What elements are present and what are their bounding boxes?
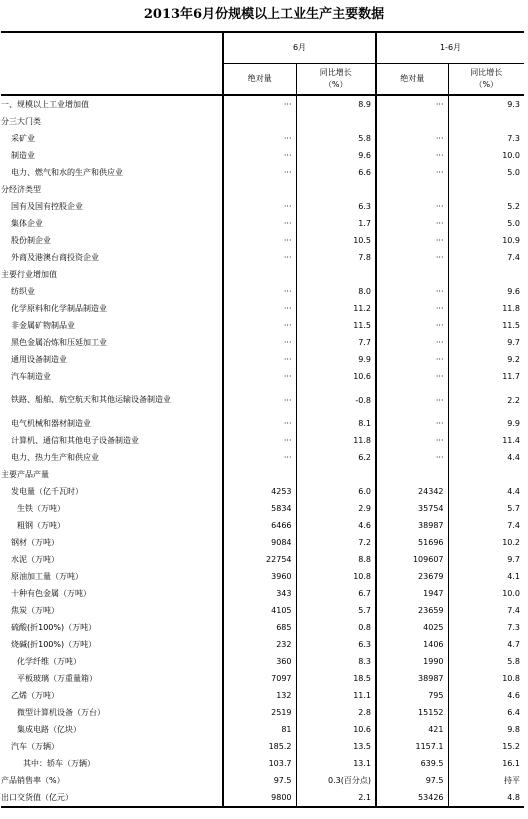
row-label: 钢材（万吨）: [11, 538, 59, 547]
header-row-columns: [1, 64, 524, 96]
row-label: 平板玻璃（万重量箱）: [17, 674, 97, 683]
cell-abs-jan-jun: 639.5: [376, 755, 448, 772]
table-row: [1, 517, 524, 534]
cell-abs-jan-jun: 24342: [376, 483, 448, 500]
cell-growth-jan-jun: 10.2: [448, 534, 524, 551]
row-label: 出口交货值（亿元）: [1, 789, 223, 807]
cell-abs-jan-jun: 53426: [376, 789, 448, 807]
cell-abs-june: 5834: [223, 500, 296, 517]
cell-abs-jan-jun: [376, 466, 448, 483]
cell-growth-jan-jun: 5.0: [448, 215, 524, 232]
cell-abs-jan-jun: 23679: [376, 568, 448, 585]
table-row: [1, 483, 524, 500]
cell-growth-june: 2.1: [296, 789, 376, 807]
cell-growth-june: 11.5: [296, 317, 376, 334]
cell-growth-june: 6.0: [296, 483, 376, 500]
cell-growth-june: 13.5: [296, 738, 376, 755]
cell-abs-june: 97.5: [223, 772, 296, 789]
cell-abs-june: 232: [223, 636, 296, 653]
row-label: 化学原料和化学制品制造业: [11, 304, 107, 313]
cell-growth-jan-jun: [448, 466, 524, 483]
cell-growth-jan-jun: 16.1: [448, 755, 524, 772]
table-row: [1, 466, 524, 483]
cell-abs-jan-jun: ···: [376, 368, 448, 385]
cell-growth-june: 13.1: [296, 755, 376, 772]
cell-abs-june: ···: [223, 300, 296, 317]
cell-growth-jan-jun: 9.7: [448, 551, 524, 568]
header-growth-june: 同比增长 （%）: [296, 64, 376, 96]
cell-growth-jan-jun: 7.4: [448, 602, 524, 619]
cell-growth-june: 6.3: [296, 636, 376, 653]
cell-growth-june: 8.1: [296, 415, 376, 432]
row-label: 黑色金属冶炼和压延加工业: [11, 338, 107, 347]
cell-abs-june: ···: [223, 232, 296, 249]
cell-growth-jan-jun: [448, 113, 524, 130]
cell-growth-june: 0.3(百分点): [296, 772, 376, 789]
cell-growth-june: 8.3: [296, 653, 376, 670]
row-label: 电力、燃气和水的生产和供应业: [11, 168, 123, 177]
cell-growth-june: 18.5: [296, 670, 376, 687]
table-row: [1, 704, 524, 721]
table-row: [1, 232, 524, 249]
table-row: [1, 368, 524, 385]
cell-growth-jan-jun: 9.3: [448, 95, 524, 113]
cell-abs-jan-jun: ···: [376, 198, 448, 215]
cell-growth-june: 4.6: [296, 517, 376, 534]
table-row: [1, 95, 524, 113]
cell-abs-june: ···: [223, 249, 296, 266]
cell-abs-jan-jun: 38987: [376, 517, 448, 534]
header-period-jan-jun: 1-6月: [376, 32, 524, 64]
cell-abs-june: 6466: [223, 517, 296, 534]
cell-abs-june: 360: [223, 653, 296, 670]
cell-growth-june: 2.8: [296, 704, 376, 721]
cell-growth-jan-jun: 4.4: [448, 449, 524, 466]
table-row: [1, 534, 524, 551]
table-row: [1, 385, 524, 415]
table-row: [1, 687, 524, 704]
cell-growth-june: 6.7: [296, 585, 376, 602]
row-label: 水泥（万吨）: [11, 555, 59, 564]
cell-growth-june: 7.7: [296, 334, 376, 351]
cell-abs-jan-jun: ···: [376, 432, 448, 449]
table-row: [1, 449, 524, 466]
table-row: [1, 198, 524, 215]
cell-growth-jan-jun: 10.8: [448, 670, 524, 687]
cell-abs-june: 7097: [223, 670, 296, 687]
cell-growth-jan-jun: 15.2: [448, 738, 524, 755]
cell-abs-june: ···: [223, 147, 296, 164]
row-label: 十种有色金属（万吨）: [11, 589, 91, 598]
table-row: [1, 551, 524, 568]
cell-abs-june: ···: [223, 432, 296, 449]
row-label: 化学纤维（万吨）: [17, 657, 81, 666]
cell-growth-jan-jun: 5.7: [448, 500, 524, 517]
cell-growth-june: 5.7: [296, 602, 376, 619]
cell-growth-jan-jun: 4.6: [448, 687, 524, 704]
header-growth-jan-jun: 同比增长 （%）: [448, 64, 524, 96]
row-label: 硫酸(折100%)（万吨）: [11, 623, 97, 632]
cell-abs-jan-jun: ···: [376, 415, 448, 432]
cell-abs-june: 9084: [223, 534, 296, 551]
row-label: 微型计算机设备（万台）: [17, 708, 105, 717]
cell-abs-jan-jun: ···: [376, 449, 448, 466]
row-label: 纺织业: [11, 287, 35, 296]
cell-growth-jan-jun: 10.9: [448, 232, 524, 249]
row-label: 集体企业: [11, 219, 43, 228]
cell-growth-jan-jun: 2.2: [448, 385, 524, 415]
cell-abs-jan-jun: ···: [376, 385, 448, 415]
cell-abs-june: ···: [223, 95, 296, 113]
cell-abs-june: [223, 181, 296, 198]
row-label: 分三大门类: [1, 117, 41, 126]
cell-growth-jan-jun: 9.9: [448, 415, 524, 432]
row-label: 烧碱(折100%)（万吨）: [11, 640, 97, 649]
cell-abs-june: 4105: [223, 602, 296, 619]
row-label: 汽车（万辆）: [11, 742, 59, 751]
row-label: 国有及国有控股企业: [11, 202, 83, 211]
cell-abs-june: 81: [223, 721, 296, 738]
header-abs-june: 绝对量: [223, 64, 296, 96]
cell-growth-june: 10.6: [296, 721, 376, 738]
cell-abs-jan-jun: 795: [376, 687, 448, 704]
row-label: 粗钢（万吨）: [17, 521, 65, 530]
row-label: 汽车制造业: [11, 372, 51, 381]
table-row: [1, 432, 524, 449]
table-row: [1, 653, 524, 670]
cell-growth-jan-jun: 持平: [448, 772, 524, 789]
cell-growth-jan-jun: 4.1: [448, 568, 524, 585]
cell-growth-june: 7.2: [296, 534, 376, 551]
table-row: [1, 738, 524, 755]
cell-growth-jan-jun: 11.4: [448, 432, 524, 449]
cell-growth-june: [296, 266, 376, 283]
cell-abs-jan-jun: ···: [376, 164, 448, 181]
cell-abs-jan-jun: ···: [376, 147, 448, 164]
cell-abs-jan-jun: 23659: [376, 602, 448, 619]
cell-abs-jan-jun: ···: [376, 283, 448, 300]
cell-growth-june: [296, 113, 376, 130]
table-row: [1, 772, 524, 789]
cell-growth-jan-jun: 11.8: [448, 300, 524, 317]
table-row: [1, 415, 524, 432]
cell-abs-june: 185.2: [223, 738, 296, 755]
cell-abs-jan-jun: ···: [376, 351, 448, 368]
cell-abs-june: [223, 113, 296, 130]
cell-growth-june: 7.8: [296, 249, 376, 266]
table-row: [1, 334, 524, 351]
header-period-june: 6月: [223, 32, 376, 64]
cell-abs-june: [223, 266, 296, 283]
cell-growth-june: -0.8: [296, 385, 376, 415]
table-row: [1, 755, 524, 772]
table-row: [1, 181, 524, 198]
cell-growth-june: 6.3: [296, 198, 376, 215]
cell-growth-june: 2.9: [296, 500, 376, 517]
cell-growth-jan-jun: 4.8: [448, 789, 524, 807]
cell-abs-june: ···: [223, 334, 296, 351]
cell-abs-jan-jun: ···: [376, 232, 448, 249]
row-label: 分经济类型: [1, 185, 41, 194]
cell-abs-jan-jun: 1947: [376, 585, 448, 602]
cell-abs-jan-jun: 15152: [376, 704, 448, 721]
row-label: 乙烯（万吨）: [11, 691, 59, 700]
cell-abs-june: ···: [223, 385, 296, 415]
row-label: 采矿业: [11, 134, 35, 143]
cell-abs-jan-jun: 51696: [376, 534, 448, 551]
table-row: [1, 164, 524, 181]
table-row: [1, 130, 524, 147]
cell-abs-jan-jun: 421: [376, 721, 448, 738]
cell-growth-jan-jun: 7.4: [448, 517, 524, 534]
table-row: [1, 585, 524, 602]
cell-abs-jan-jun: 38987: [376, 670, 448, 687]
cell-abs-jan-jun: ···: [376, 317, 448, 334]
cell-growth-jan-jun: [448, 266, 524, 283]
table-row: [1, 317, 524, 334]
cell-growth-june: 6.6: [296, 164, 376, 181]
cell-growth-june: 9.9: [296, 351, 376, 368]
table-row: [1, 619, 524, 636]
cell-growth-june: 5.8: [296, 130, 376, 147]
row-label: 焦炭（万吨）: [11, 606, 59, 615]
cell-abs-jan-jun: ···: [376, 130, 448, 147]
table-body: [1, 95, 524, 807]
row-label: 一、规模以上工业增加值: [1, 100, 89, 109]
table-row: [1, 215, 524, 232]
cell-growth-june: 10.6: [296, 368, 376, 385]
table-row: [1, 500, 524, 517]
cell-growth-jan-jun: 10.0: [448, 585, 524, 602]
header-abs-jan-jun: 绝对量: [376, 64, 448, 96]
row-label: 计算机、通信和其他电子设备制造业: [11, 436, 139, 445]
table-row: [1, 351, 524, 368]
cell-abs-jan-jun: 97.5: [376, 772, 448, 789]
cell-growth-jan-jun: 10.0: [448, 147, 524, 164]
cell-growth-jan-jun: 9.8: [448, 721, 524, 738]
cell-growth-jan-jun: 9.7: [448, 334, 524, 351]
page-title: 2013年6月份规模以上工业生产主要数据: [143, 7, 385, 22]
cell-abs-june: 685: [223, 619, 296, 636]
row-label: 通用设备制造业: [11, 355, 67, 364]
cell-abs-june: 343: [223, 585, 296, 602]
cell-abs-june: 3960: [223, 568, 296, 585]
cell-growth-jan-jun: 5.2: [448, 198, 524, 215]
cell-abs-jan-jun: ···: [376, 300, 448, 317]
cell-abs-june: ···: [223, 130, 296, 147]
table-row: [1, 721, 524, 738]
cell-growth-june: 0.8: [296, 619, 376, 636]
cell-abs-june: ···: [223, 368, 296, 385]
cell-growth-jan-jun: 9.6: [448, 283, 524, 300]
table-row: [1, 300, 524, 317]
data-table: [1, 31, 524, 808]
row-label: 生铁（万吨）: [17, 504, 65, 513]
cell-abs-june: 103.7: [223, 755, 296, 772]
table-row: [1, 283, 524, 300]
cell-abs-jan-jun: 35754: [376, 500, 448, 517]
cell-growth-june: 8.0: [296, 283, 376, 300]
table-row: [1, 249, 524, 266]
cell-growth-jan-jun: 11.5: [448, 317, 524, 334]
row-label: 集成电路（亿块）: [17, 725, 81, 734]
cell-abs-june: ···: [223, 164, 296, 181]
cell-abs-jan-jun: [376, 181, 448, 198]
cell-growth-june: 8.9: [296, 95, 376, 113]
cell-growth-june: 9.6: [296, 147, 376, 164]
cell-growth-jan-jun: 7.4: [448, 249, 524, 266]
cell-growth-june: 10.5: [296, 232, 376, 249]
row-label: 非金属矿物制品业: [11, 321, 75, 330]
cell-abs-jan-jun: 109607: [376, 551, 448, 568]
cell-abs-june: ···: [223, 449, 296, 466]
table-row: [1, 636, 524, 653]
row-label: 主要产品产量: [1, 470, 49, 479]
cell-abs-jan-jun: ···: [376, 334, 448, 351]
cell-growth-jan-jun: 7.3: [448, 619, 524, 636]
cell-growth-jan-jun: 4.7: [448, 636, 524, 653]
row-label: 电气机械和器材制造业: [11, 419, 91, 428]
row-label: 股份制企业: [11, 236, 51, 245]
cell-abs-jan-jun: [376, 266, 448, 283]
table-row: [1, 147, 524, 164]
cell-growth-june: [296, 181, 376, 198]
row-label: 产品销售率（%）: [1, 776, 65, 785]
cell-abs-june: ···: [223, 198, 296, 215]
cell-growth-jan-jun: 7.3: [448, 130, 524, 147]
table-row: [1, 113, 524, 130]
cell-abs-jan-jun: 1406: [376, 636, 448, 653]
cell-abs-june: ···: [223, 351, 296, 368]
cell-growth-june: 11.1: [296, 687, 376, 704]
cell-abs-june: ···: [223, 415, 296, 432]
table-row: [1, 266, 524, 283]
cell-abs-june: 2519: [223, 704, 296, 721]
table-row: [1, 568, 524, 585]
cell-growth-june: 11.2: [296, 300, 376, 317]
cell-abs-june: 132: [223, 687, 296, 704]
cell-abs-june: ···: [223, 215, 296, 232]
row-label: 发电量（亿千瓦时）: [11, 487, 83, 496]
cell-abs-june: 9800: [223, 789, 296, 807]
table-row: [1, 789, 524, 807]
cell-abs-jan-jun: ···: [376, 95, 448, 113]
cell-growth-jan-jun: 5.8: [448, 653, 524, 670]
row-label: 制造业: [11, 151, 35, 160]
row-label: 电力、热力生产和供应业: [11, 453, 99, 462]
cell-abs-jan-jun: 1990: [376, 653, 448, 670]
cell-growth-june: 10.8: [296, 568, 376, 585]
cell-abs-june: 22754: [223, 551, 296, 568]
cell-abs-jan-jun: 4025: [376, 619, 448, 636]
cell-abs-jan-jun: [376, 113, 448, 130]
cell-growth-jan-jun: 6.4: [448, 704, 524, 721]
cell-growth-june: 1.7: [296, 215, 376, 232]
cell-abs-jan-jun: ···: [376, 215, 448, 232]
row-label: 原油加工量（万吨）: [11, 572, 83, 581]
header-row-periods: [1, 32, 524, 64]
cell-growth-jan-jun: 9.2: [448, 351, 524, 368]
cell-abs-june: [223, 466, 296, 483]
cell-growth-june: 6.2: [296, 449, 376, 466]
cell-growth-jan-jun: [448, 181, 524, 198]
cell-growth-jan-jun: 11.7: [448, 368, 524, 385]
cell-abs-june: 4253: [223, 483, 296, 500]
cell-abs-june: ···: [223, 317, 296, 334]
cell-abs-jan-jun: 1157.1: [376, 738, 448, 755]
table-row: [1, 670, 524, 687]
cell-abs-jan-jun: ···: [376, 249, 448, 266]
row-label: 主要行业增加值: [1, 270, 57, 279]
row-label: 铁路、船舶、航空航天和其他运输设备制造业: [11, 395, 171, 404]
cell-growth-june: 8.8: [296, 551, 376, 568]
cell-abs-june: ···: [223, 283, 296, 300]
table-row: [1, 602, 524, 619]
cell-growth-june: [296, 466, 376, 483]
row-label: 其中：轿车（万辆）: [23, 759, 95, 768]
cell-growth-jan-jun: 5.0: [448, 164, 524, 181]
cell-growth-jan-jun: 4.4: [448, 483, 524, 500]
cell-growth-june: 11.8: [296, 432, 376, 449]
row-label: 外商及港澳台商投资企业: [11, 253, 99, 262]
